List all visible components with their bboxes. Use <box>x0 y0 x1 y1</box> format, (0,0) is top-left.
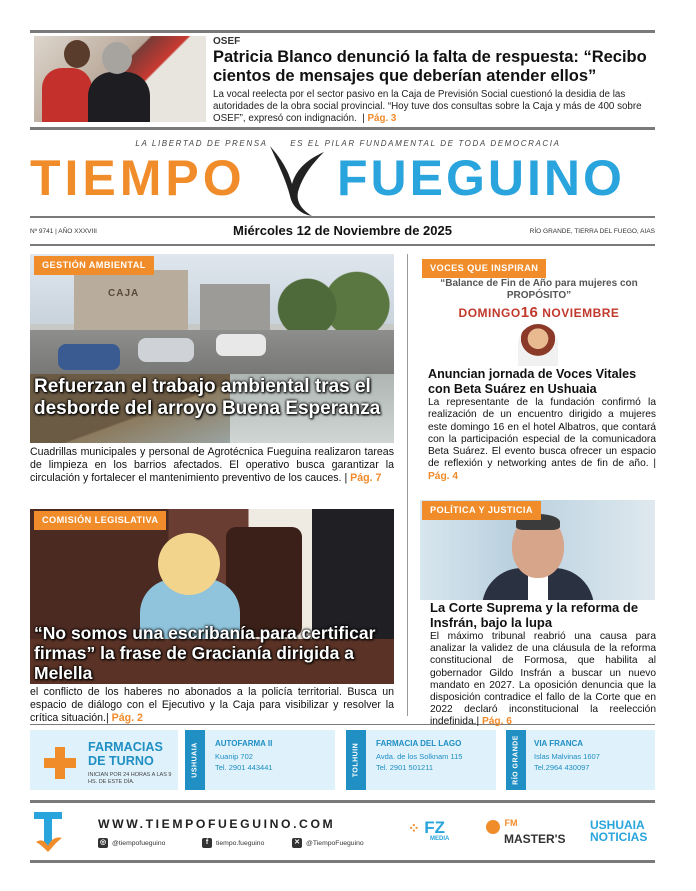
pharmacies-subtitle: INICIAN POR 24 HORAS A LAS 9 HS. DE ESTE DÍA. <box>88 772 172 785</box>
pharmacy-card[interactable] <box>506 730 655 790</box>
right2-summary: El máximo tribunal reabrió una causa para analizar la validez de una cláusula de la reforma constitucional de Formosa, que habilita al gobernador Gildo Insfrán a buscar un nuevo mandato en 2027. La oposición denuncia que la disposición contradice el fallo de la Corte que en 2022 declaró inconstitucional la reelección indefinida.| Pág. 6 <box>430 631 656 728</box>
fm-signal-icon <box>486 820 500 834</box>
article2-headline[interactable]: “No somos una escribanía para certificar firmas” la frase de Gracianía dirigida a Melella <box>34 623 376 683</box>
website-link[interactable]: WWW.TIEMPOFUEGUINO.COM <box>98 817 336 831</box>
teaser-bottom-rule <box>30 127 655 130</box>
x-link[interactable]: ✕ @TiempoFueguino <box>292 838 364 848</box>
pharmacy-name: FARMACIA DEL LAGO <box>376 739 462 748</box>
teaser-kicker: OSEF <box>213 36 241 47</box>
pharmacy-city: TOLHUIN <box>346 730 366 790</box>
teaser-photo <box>34 36 206 122</box>
pharmacies-on-duty <box>30 730 655 790</box>
top-rule <box>30 30 655 33</box>
pharmacy-card[interactable] <box>185 730 335 790</box>
right1-headline[interactable]: Anuncian jornada de Voces Vitales con Beta Suárez en Ushuaia <box>428 367 637 396</box>
dateline-bottom-rule <box>30 244 655 246</box>
instagram-link[interactable]: ◎ @tiempofueguino <box>99 839 166 847</box>
footer-top-rule <box>30 800 655 803</box>
right2-section-label: POLÍTICA Y JUSTICIA <box>422 501 541 520</box>
instagram-icon: ◎ <box>99 839 107 846</box>
facebook-icon: f <box>202 838 212 848</box>
fz-dots-icon: ⁘ <box>408 820 420 836</box>
pharmacies-title: FARMACIAS DE TURNO <box>88 740 163 768</box>
right2-headline[interactable]: La Corte Suprema y la reforma de Insfrán, bajo la lupa <box>430 600 639 630</box>
pharmacy-address: Islas Malvinas 1607 <box>534 752 600 761</box>
pharmacy-phone: Tel.2964 430097 <box>534 763 590 772</box>
right2-page-ref[interactable]: Pág. 6 <box>481 716 512 728</box>
article1-section-label: GESTIÓN AMBIENTAL <box>34 256 154 275</box>
pharmacy-name: AUTOFARMA II <box>215 739 273 748</box>
pharmacy-city: RÍO GRANDE <box>506 730 526 790</box>
article1-photo-sign: CAJA <box>108 288 140 299</box>
right1-promo-date: DOMINGO16 NOVIEMBRE <box>458 304 620 321</box>
article2-section-label: COMISIÓN LEGISLATIVA <box>34 511 166 530</box>
facebook-link[interactable]: f tiempo.fueguino <box>202 838 264 848</box>
right1-promo-quote: “Balance de Fin de Año para mujeres con PROPÓSITO” <box>440 278 638 301</box>
x-icon: ✕ <box>292 838 302 848</box>
pharmacy-phone: Tel. 2901 443441 <box>215 763 273 772</box>
issue-date: Miércoles 12 de Noviembre de 2025 <box>233 223 452 238</box>
article2-page-ref[interactable]: Pág. 2 <box>111 711 143 724</box>
pharmacy-phone: Tel. 2901 501211 <box>376 763 433 772</box>
fm-masters-logo[interactable]: $^{FM}$ MASTER'S <box>486 818 566 846</box>
footer-bottom-rule <box>30 860 655 863</box>
issue-location: RÍO GRANDE, TIERRA DEL FUEGO, AIAS <box>529 228 655 235</box>
masthead-bottom-rule <box>30 216 655 218</box>
issue-number: Nº 9741 | AÑO XXXVIII <box>30 228 97 235</box>
pharmacy-address: Kuanip 702 <box>215 752 253 761</box>
motto: LA LIBERTAD DE PRENSA ES EL PILAR FUNDAMENTAL DE TODA DEMOCRACIA <box>135 139 561 148</box>
article1-headline[interactable]: Refuerzan el trabajo ambiental tras el desborde del arroyo Buena Esperanza <box>34 376 381 419</box>
top-teaser[interactable] <box>30 36 655 122</box>
albatross-logo-icon <box>262 140 330 220</box>
pharmacies-header <box>30 730 178 790</box>
masthead-name-right: FUEGUINO <box>337 150 625 206</box>
pharmacy-card[interactable] <box>346 730 496 790</box>
right1-summary: La representante de la fundación confirmó la realización de un encuentro dirigido a mujeres este domingo 16 en el hotel Albatros, que contará con la participación especial de la comunicadora Beta Suárez. El evento busca ofrecer un espacio de reflexión y networking antes de fin de año. | Pág. 4 <box>428 397 656 482</box>
pharmacy-address: Avda. de los Solknam 115 <box>376 752 463 761</box>
right1-section-label: VOCES QUE INSPIRAN <box>422 259 546 278</box>
pharmacy-cross-icon <box>44 747 76 779</box>
column-divider <box>407 254 408 716</box>
fz-media-logo[interactable]: ⁘ FZ MEDIA <box>408 818 450 842</box>
teaser-summary: La vocal reelecta por el sector pasivo en la Caja de Previsión Social cuestionó la desidia de las autoridades de la obra social provincial. “Hoy tuve dos consultas sobre la Caja y más de 400 sobre OSEF”, expresó con indignación. | Pág. 3 <box>213 89 642 124</box>
pharmacy-name: VIA FRANCA <box>534 739 584 748</box>
masthead-name-left: TIEMPO <box>30 150 246 206</box>
teaser-headline[interactable]: Patricia Blanco denunció la falta de respuesta: “Recibo cientos de mensajes que deberían atender ellos” <box>213 48 647 85</box>
tf-logo-icon <box>34 812 62 852</box>
dateline <box>30 223 655 241</box>
right1-portrait <box>518 324 558 366</box>
article2-summary: el conflicto de los haberes no abonados a la policía territorial. Busca un espacio de diálogo con el Ejecutivo y la Caja para visibilizar y resolver la crítica situación.| Pág. 2 <box>30 686 394 724</box>
pharmacy-city: USHUAIA <box>185 730 205 790</box>
article1-summary: Cuadrillas municipales y personal de Agrotécnica Fueguina realizaron tareas de limpieza en los barrios afectados. El operativo busca garantizar la circulación y fortalecer el mantenimiento preventivo de los cauces. | Pág. 7 <box>30 446 394 484</box>
ushuaia-noticias-logo[interactable]: USHUAIA NOTICIAS <box>590 818 648 844</box>
right1-page-ref[interactable]: Pág. 4 <box>428 470 459 482</box>
article1-page-ref[interactable]: Pág. 7 <box>350 471 382 484</box>
footer <box>30 808 655 856</box>
teaser-page-ref[interactable]: Pág. 3 <box>367 113 397 124</box>
